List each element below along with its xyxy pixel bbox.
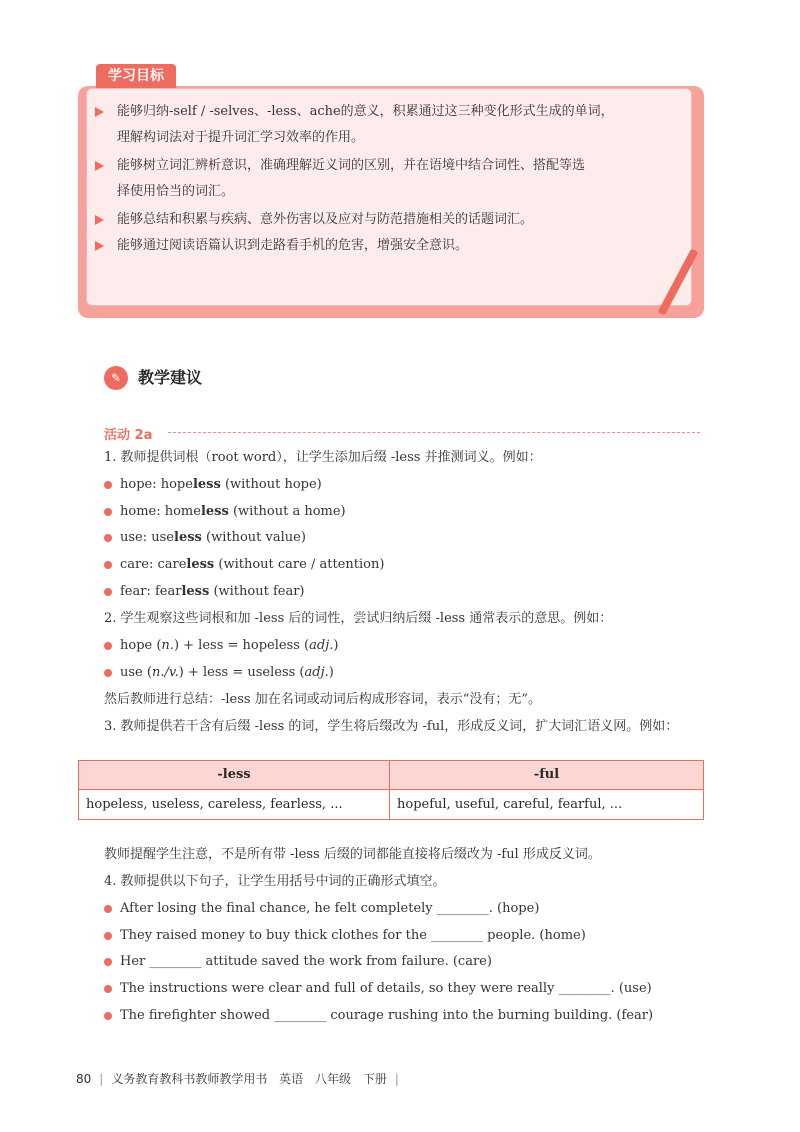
exercise-sentence: The firefighter showed ________ courage rushing into the burning building. (fear) <box>104 1006 720 1026</box>
list-item: use (n./v.) + less = useless (adj.) <box>104 663 720 683</box>
bullet-dot-icon <box>104 932 112 940</box>
volume: 下册 <box>362 1072 387 1086</box>
goal-item: 能够通过阅读语篇认识到走路看手机的危害，增强安全意识。 <box>117 233 677 259</box>
activity-divider <box>168 432 700 433</box>
note-text: 教师提醒学生注意，不是所有带 -less 后缀的词都能直接将后缀改为 -ful 形成反义词。 <box>104 847 601 862</box>
table-cell: hopeless, useless, careless, fearless, ... <box>86 797 343 812</box>
bullet-dot-icon <box>104 669 112 677</box>
teaching-icon: ✎ <box>104 366 128 390</box>
triangle-bullet-icon <box>95 241 104 251</box>
triangle-bullet-icon <box>95 107 104 117</box>
bullet-dot-icon <box>104 958 112 966</box>
goal-item-continuation: 择使用恰当的词汇。 <box>117 184 235 199</box>
bullet-dot-icon <box>104 642 112 650</box>
book-title: 义务教育教科书教师教学用书 <box>111 1072 268 1086</box>
bullet-dot-icon <box>104 508 112 516</box>
list-item: hope (n.) + less = hopeless (adj.) <box>104 636 720 656</box>
activity-label: 活动 2a <box>104 428 153 443</box>
exercise-sentence: The instructions were clear and full of details, so they were really ________. (use) <box>104 979 720 999</box>
bullet-dot-icon <box>104 1012 112 1020</box>
goal-item: 能够归纳-self / -selves、-less、ache的意义，积累通过这三种变化形式生成的单词， <box>117 99 677 125</box>
list-item: home: homeless (without a home) <box>104 502 720 522</box>
triangle-bullet-icon <box>95 215 104 225</box>
list-item: fear: fearless (without fear) <box>104 582 720 602</box>
learning-goals-box <box>78 64 704 330</box>
list-item: hope: hopeless (without hope) <box>104 475 720 495</box>
suffix-table <box>78 760 704 820</box>
bullet-dot-icon <box>104 588 112 596</box>
subject: 英语 <box>279 1072 304 1086</box>
step-1: 1. 教师提供词根（root word），让学生添加后缀 -less 并推测词义。例如： <box>104 450 542 465</box>
table-cell: hopeful, useful, careful, fearful, ... <box>397 797 623 812</box>
table-header: -less <box>79 761 389 790</box>
exercise-sentence: They raised money to buy thick clothes for the ________ people. (home) <box>104 926 720 946</box>
exercise-sentence: Her ________ attitude saved the work from failure. (care) <box>104 952 720 972</box>
bullet-dot-icon <box>104 905 112 913</box>
step-4: 4. 教师提供以下句子，让学生用括号中词的正确形式填空。 <box>104 874 446 889</box>
step-2: 2. 学生观察这些词根和加 -less 后的词性，尝试归纳后缀 -less 通常表示的意思。例如： <box>104 611 613 626</box>
bullet-dot-icon <box>104 534 112 542</box>
summary-text: 然后教师进行总结：-less 加在名词或动词后构成形容词，表示“没有；无”。 <box>104 692 542 707</box>
page-number: 80 <box>76 1072 92 1086</box>
bullet-dot-icon <box>104 561 112 569</box>
triangle-bullet-icon <box>95 161 104 171</box>
exercise-sentence: After losing the final chance, he felt completely ________. (hope) <box>104 899 720 919</box>
goal-item-continuation: 理解构词法对于提升词汇学习效率的作用。 <box>117 130 365 145</box>
step-3: 3. 教师提供若干含有后缀 -less 的词，学生将后缀改为 -ful，形成反义词，扩大词汇语义网。例如： <box>104 719 679 734</box>
grade: 八年级 <box>315 1072 352 1086</box>
goals-tab: 学习目标 <box>96 64 176 88</box>
table-header: -ful <box>390 761 703 790</box>
goals-panel <box>86 88 692 306</box>
bullet-dot-icon <box>104 985 112 993</box>
section-title: ✎ 教学建议 <box>104 364 202 392</box>
page-footer: 80 | 义务教育教科书教师教学用书 英语 八年级 下册 | <box>76 1072 399 1086</box>
list-item: care: careless (without care / attention) <box>104 555 720 575</box>
list-item: use: useless (without value) <box>104 528 720 548</box>
bullet-dot-icon <box>104 481 112 489</box>
goal-item: 能够总结和积累与疾病、意外伤害以及应对与防范措施相关的话题词汇。 <box>117 207 677 233</box>
goal-item: 能够树立词汇辨析意识，准确理解近义词的区别，并在语境中结合词性、搭配等选 <box>117 153 677 179</box>
